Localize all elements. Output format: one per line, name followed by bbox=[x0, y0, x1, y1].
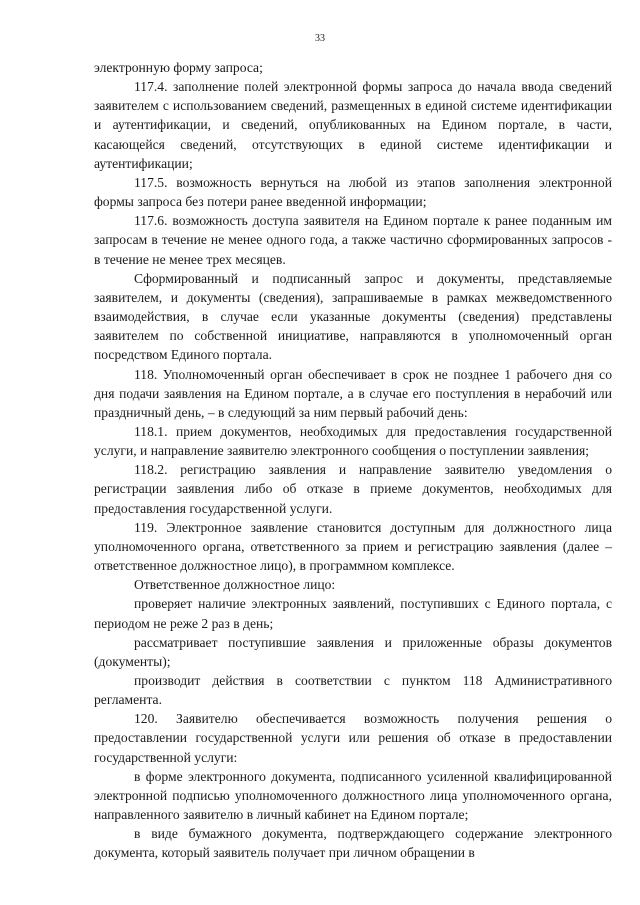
paragraph: производит действия в соответствии с пунктом 118 Административного регламента. bbox=[94, 673, 612, 708]
paragraph: рассматривает поступившие заявления и приложенные образы документов (документы); bbox=[94, 634, 612, 669]
paragraph: 117.6. возможность доступа заявителя на Едином портале к ранее поданным им запросам в течение не менее одного года, а также частично сформированных запросов - в течение не менее трех месяцев. bbox=[94, 213, 612, 267]
paragraph: 118. Уполномоченный орган обеспечивает в срок не позднее 1 рабочего дня со дня подачи заявления на Едином портале, а в случае его поступления в нерабочий или праздничный день, – в следующий за ним первый рабочий день: bbox=[94, 366, 612, 420]
paragraph: 118.1. прием документов, необходимых для предоставления государственной услуги, и направление заявителю электронного сообщения о поступлении заявления; bbox=[94, 423, 612, 459]
paragraph: в форме электронного документа, подписанного усиленной квалифицированной электронной подписью уполномоченного должностного лица уполномоченного органа, направленного заявителю в личный кабинет на Едином портале; bbox=[94, 768, 612, 823]
paragraph: 117.4. заполнение полей электронной формы запроса до начала ввода сведений заявителем с использованием сведений, размещенных в единой системе идентификации и аутентификации, и сведений, опубликованных на Едином портале, в части, касающейся сведений, отсутствующих в единой системе идентификации и аутентификации; bbox=[94, 79, 612, 171]
page-number: 33 bbox=[315, 33, 325, 44]
paragraph: проверяет наличие электронных заявлений, поступивших с Единого портала, с периодом не реже 2 раз в день; bbox=[94, 596, 612, 631]
paragraph: 120. Заявителю обеспечивается возможность получения решения о предоставлении государственной услуги или решения об отказе в предоставлении государственной услуги: bbox=[94, 711, 612, 765]
paragraph: 119. Электронное заявление становится доступным для должностного лица уполномоченного органа, ответственного за прием и регистрацию заявления (далее – ответственное должностное лицо), в программном комплексе. bbox=[94, 519, 612, 574]
paragraph: электронную форму запроса; bbox=[94, 60, 263, 75]
paragraph: 117.5. возможность вернуться на любой из этапов заполнения электронной формы запроса без потери ранее введенной информации; bbox=[94, 174, 612, 210]
paragraph: в виде бумажного документа, подтверждающего содержание электронного документа, который заявитель получает при личном обращении в bbox=[94, 826, 612, 861]
paragraph: 118.2. регистрацию заявления и направление заявителю уведомления о регистрации заявления либо об отказе в приеме документов, необходимых для предоставления государственной услуги. bbox=[94, 462, 612, 516]
paragraph: Сформированный и подписанный запрос и документы, представляемые заявителем, и документы (сведения), запрашиваемые в рамках межведомственного взаимодействия, в случае если указанные документы (сведения) представлены заявителем по собственной инициативе, направляются в уполномоченный орган посредством Единого портала. bbox=[94, 270, 612, 363]
document-body bbox=[94, 58, 612, 863]
paragraph: Ответственное должностное лицо: bbox=[134, 577, 336, 593]
